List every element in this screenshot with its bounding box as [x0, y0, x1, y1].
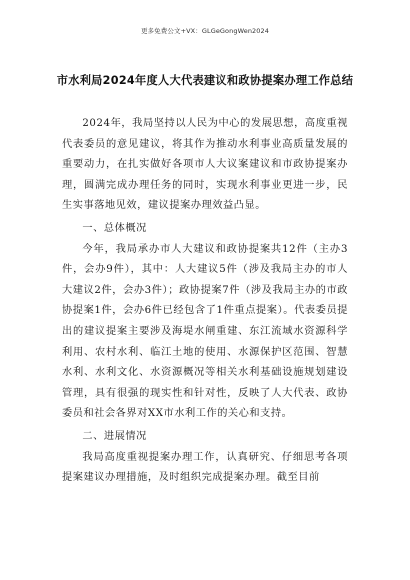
header-note: 更多免费公文+VX：GLGeGongWen2024: [140, 27, 269, 35]
paragraph-progress: 我局高度重视提案办理工作，认真研究、仔细思考各项提案建议办理措施，及时组织完成提案办理。截至目前: [62, 451, 348, 484]
paragraph-overview: 今年，我局承办市人大建议和政协提案共12件（主办3件，会办9件），其中：人大建议5件（涉及我局主办的市人大建议2件，会办3件）；政协提案7件（涉及我局主办的市政协提案1件，会办6件已经包含了1件重点提案）。代表委员提出的建议提案主要涉及海堤水闸重建、东江流域水资源科学利用、农村水利、临江土地的使用、水源保护区范围、智慧水利、水利文化、水资源概况等相关水利基础设施规划建设管理，具有很强的现实性和针对性，反映了人大代表、政协委员和社会各界对XX市水利工作的关心和支持。: [62, 243, 348, 420]
document-title: 市水利局2024年度人大代表建议和政协提案办理工作总结: [56, 74, 354, 87]
paragraph-intro: 2024年，我局坚持以人民为中心的发展思想，高度重视代表委员的意见建议，将其作为推动水利事业高质量发展的重要动力，在扎实做好各项市人大议案建议和市政协提案办理，圆满完成办理任务的同时，实现水利事业更进一步，民生实事落地见效，建议提案办理效益凸显。: [62, 118, 348, 212]
document-body: [62, 114, 348, 489]
section-heading-progress: 二、进展情况: [82, 430, 147, 442]
section-heading-overview: 一、总体概况: [82, 222, 147, 234]
